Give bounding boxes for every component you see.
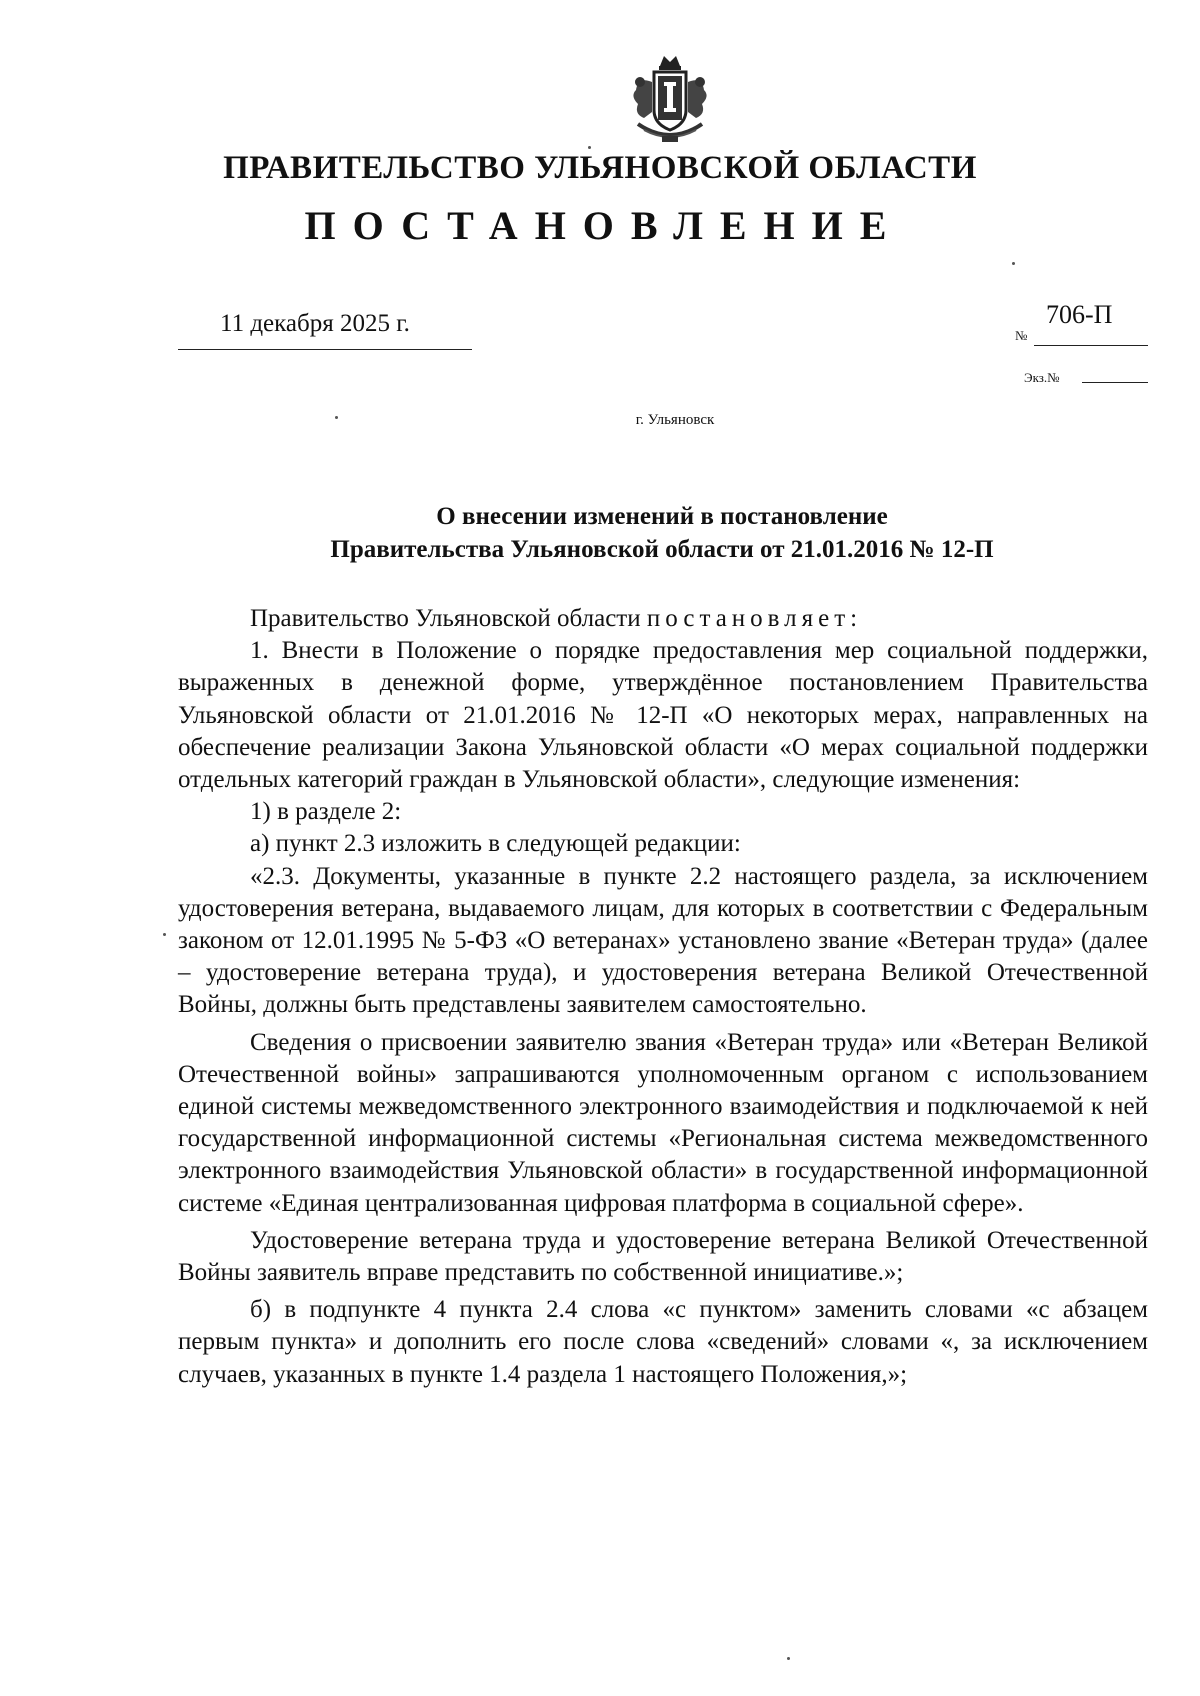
copy-number-underline (1082, 382, 1148, 383)
paragraph-1: 1. Внести в Положение о порядке предоставления мер социальной поддержки, выраженных в денежной форме, утверждённое постановлением Правительства Ульяновской области от 21.01.2016 № 12-П «О некоторых мерах, направленных на обеспечение реализации Закона Ульяновской области «О мерах социальной поддержки отдельных категорий граждан в Ульяновской области», следующие изменения: (178, 637, 1148, 794)
government-name: ПРАВИТЕЛЬСТВО УЛЬЯНОВСКОЙ ОБЛАСТИ (223, 150, 977, 186)
scan-speck (787, 1657, 790, 1660)
intro-paragraph (178, 603, 1148, 635)
number-sign: № (1015, 328, 1028, 343)
scan-speck (163, 933, 166, 936)
decree-title (178, 500, 1146, 566)
paragraph-6: Удостоверение ветерана труда и удостоверение ветерана Великой Отечественной Войны заявитель вправе представить по собственной инициативе.»; (178, 1226, 1148, 1287)
scan-speck (588, 146, 591, 149)
scan-speck (1012, 262, 1015, 265)
decree-date: 11 декабря 2025 г. (220, 310, 410, 337)
city: г. Ульяновск (635, 412, 715, 428)
paragraph-7: б) в подпункте 4 пункта 2.4 слова «с пунктом» заменить словами «с абзацем первым пункта» и дополнить его после слова «сведений» словами «, за исключением случаев, указанных в пункте 1.4 раздела 1 настоящего Положения,»; (178, 1296, 1148, 1388)
date-underline (178, 349, 472, 350)
paragraph-5: Сведения о присвоении заявителю звания «Ветеран труда» или «Ветеран Великой Отечественной войны» запрашиваются уполномоченным органом с использованием единой системы межведомственного электронного взаимодействия и подключаемой к ней государственной информационной системы «Региональная система межведомственного электронного взаимодействия Ульяновской области» в государственной информационной системе «Единая централизованная цифровая платформа в социальной сфере». (178, 1028, 1148, 1217)
intro-resolves: постановляет: (646, 605, 863, 632)
number-underline (1034, 345, 1148, 346)
intro-prefix: Правительство Ульяновской области (250, 605, 647, 632)
scan-speck (335, 416, 338, 419)
paragraph-4: «2.3. Документы, указанные в пункте 2.2 настоящего раздела, за исключением удостоверения ветерана, выдаваемого лицам, для которых в соответствии с Федеральным законом от 12.01.1995 № 5-ФЗ «О ветеранах» установлено звание «Ветеран труда» (далее – удостоверение ветерана труда), и удостоверения ветерана Великой Отечественной Войны, должны быть представлены заявителем самостоятельно. (178, 862, 1148, 1019)
title-line-1: О внесении изменений в постановление (436, 503, 888, 530)
copy-number-label: Экз.№ (1024, 370, 1060, 385)
title-line-2: Правительства Ульяновской области от 21.01.2016 № 12-П (330, 536, 994, 563)
decree-number: 706-П (1046, 300, 1113, 329)
paragraph-2: 1) в разделе 2: (250, 798, 402, 826)
document-type: ПОСТАНОВЛЕНИЕ (304, 203, 904, 248)
decree-body (178, 603, 1148, 1391)
paragraph-3: а) пункт 2.3 изложить в следующей редакции: (250, 830, 741, 858)
coat-of-arms-icon (624, 52, 716, 148)
